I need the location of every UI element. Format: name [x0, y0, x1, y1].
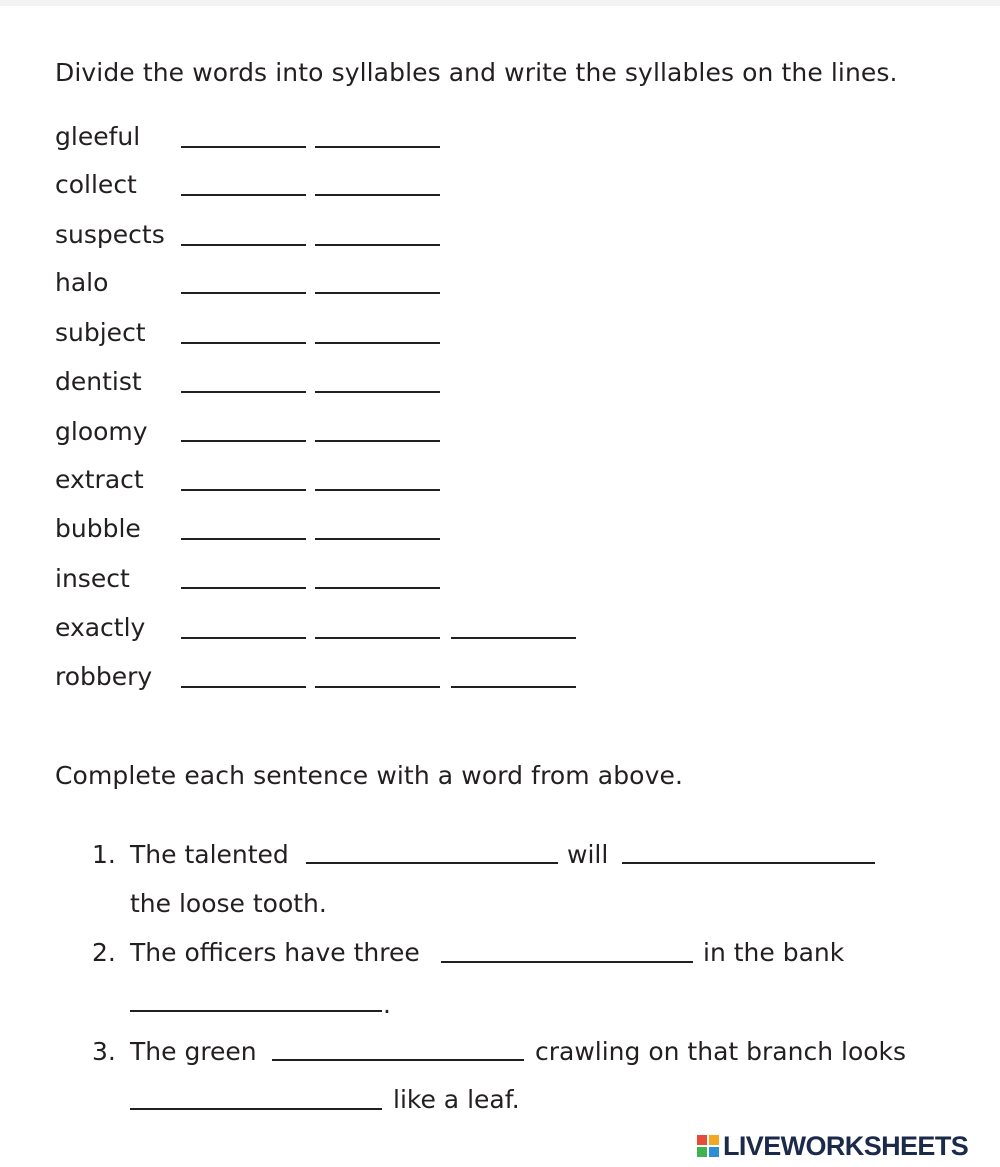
- syllable-blank[interactable]: [315, 292, 440, 294]
- word-label: suspects: [55, 220, 165, 249]
- sentence-text: the loose tooth.: [130, 889, 327, 918]
- logo-text: LIVEWORKSHEETS: [723, 1131, 969, 1161]
- syllable-blank[interactable]: [315, 686, 440, 688]
- top-band: [0, 0, 1000, 6]
- word-label: gloomy: [55, 417, 148, 446]
- sentence-text: like a leaf.: [393, 1085, 520, 1114]
- syllable-blank[interactable]: [315, 538, 440, 540]
- answer-blank[interactable]: [306, 862, 558, 864]
- logo-icon: [697, 1135, 719, 1157]
- syllable-blank[interactable]: [315, 146, 440, 148]
- word-label: dentist: [55, 367, 142, 396]
- syllable-blank[interactable]: [315, 637, 440, 639]
- sentence-text: The green: [130, 1037, 257, 1066]
- syllable-blank[interactable]: [181, 587, 306, 589]
- liveworksheets-logo: [697, 1131, 993, 1163]
- word-label: exactly: [55, 613, 146, 642]
- answer-blank[interactable]: [272, 1059, 524, 1061]
- sentence-number: 3.: [92, 1037, 116, 1066]
- syllable-blank[interactable]: [181, 146, 306, 148]
- syllable-blank[interactable]: [181, 292, 306, 294]
- word-label: halo: [55, 268, 109, 297]
- answer-blank[interactable]: [130, 1010, 382, 1012]
- syllable-blank[interactable]: [315, 342, 440, 344]
- syllable-blank[interactable]: [315, 391, 440, 393]
- syllable-blank[interactable]: [315, 244, 440, 246]
- syllable-blank[interactable]: [181, 342, 306, 344]
- answer-blank[interactable]: [130, 1108, 382, 1110]
- syllable-blank[interactable]: [181, 244, 306, 246]
- section2-instruction: Complete each sentence with a word from above.: [55, 761, 684, 790]
- syllable-blank[interactable]: [315, 194, 440, 196]
- sentence-text: in the bank: [703, 938, 845, 967]
- word-label: robbery: [55, 662, 153, 691]
- word-label: gleeful: [55, 122, 141, 151]
- logo-square: [709, 1135, 719, 1145]
- sentence-number: 1.: [92, 840, 116, 869]
- answer-blank[interactable]: [622, 862, 875, 864]
- word-label: collect: [55, 170, 137, 199]
- syllable-blank[interactable]: [181, 194, 306, 196]
- syllable-blank[interactable]: [181, 489, 306, 491]
- logo-square: [709, 1147, 719, 1157]
- logo-square: [697, 1135, 707, 1145]
- sentence-number: 2.: [92, 938, 116, 967]
- word-label: bubble: [55, 514, 141, 543]
- syllable-blank[interactable]: [315, 587, 440, 589]
- answer-blank[interactable]: [441, 961, 693, 963]
- syllable-blank[interactable]: [181, 391, 306, 393]
- logo-square: [697, 1147, 707, 1157]
- sentence-text: crawling on that branch looks: [535, 1037, 907, 1066]
- syllable-blank[interactable]: [315, 489, 440, 491]
- sentence-text: The officers have three: [130, 938, 420, 967]
- syllable-blank[interactable]: [451, 637, 576, 639]
- sentence-text: .: [383, 990, 391, 1019]
- sentence-text: will: [567, 840, 609, 869]
- word-label: insect: [55, 564, 130, 593]
- syllable-blank[interactable]: [181, 440, 306, 442]
- word-label: subject: [55, 318, 146, 347]
- word-label: extract: [55, 465, 144, 494]
- syllable-blank[interactable]: [451, 686, 576, 688]
- syllable-blank[interactable]: [181, 637, 306, 639]
- syllable-blank[interactable]: [315, 440, 440, 442]
- sentence-text: The talented: [130, 840, 289, 869]
- syllable-blank[interactable]: [181, 686, 306, 688]
- syllable-blank[interactable]: [181, 538, 306, 540]
- section1-instruction: Divide the words into syllables and write the syllables on the lines.: [55, 58, 898, 87]
